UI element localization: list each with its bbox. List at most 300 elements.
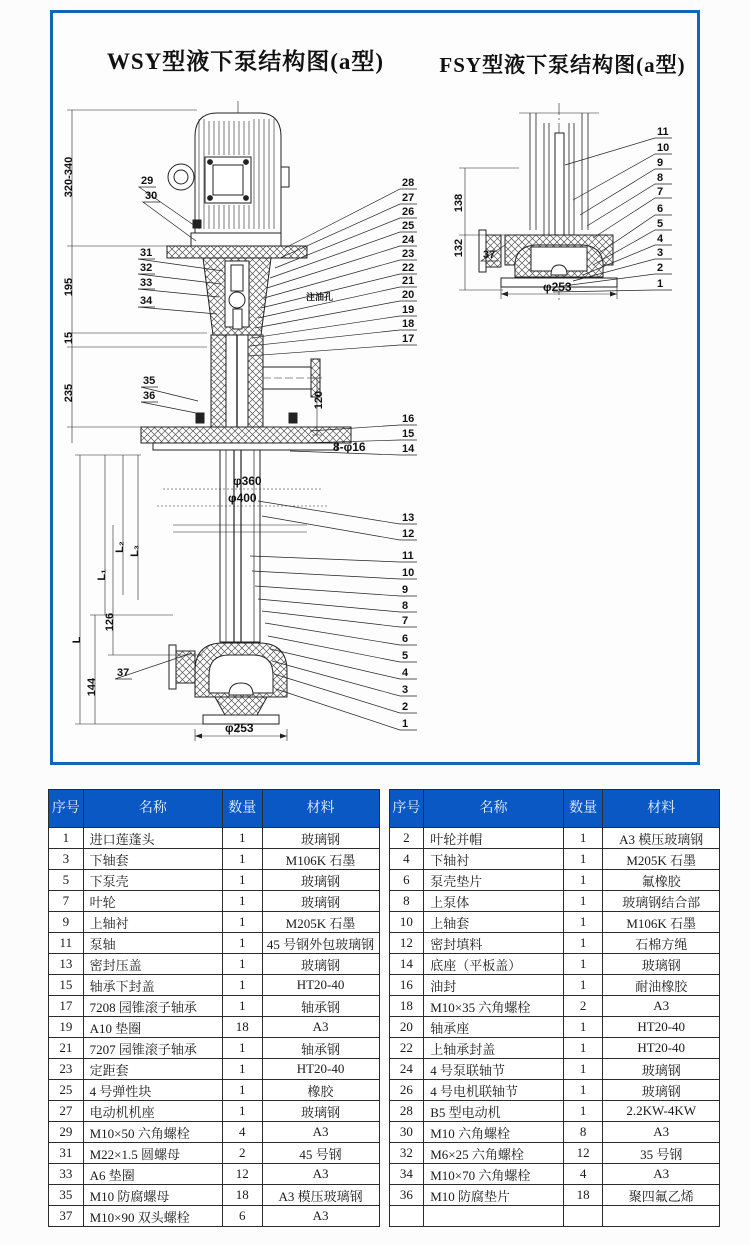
table-row (49, 1017, 380, 1038)
table-cell: 2 (389, 828, 424, 849)
callout-number: 5 (657, 218, 664, 230)
table-cell: 17 (49, 996, 84, 1017)
table-cell: 36 (389, 1185, 424, 1206)
table-cell: A3 模压玻璃钢 (603, 828, 720, 849)
callout-number: 3 (402, 684, 409, 696)
table-row (49, 870, 380, 891)
callout-leader (258, 599, 417, 612)
callout-number: 37 (117, 667, 130, 679)
motor-base (191, 233, 281, 246)
table-cell: M10 防腐螺母 (83, 1185, 222, 1206)
table-cell: 玻璃钢 (262, 828, 379, 849)
table-row (49, 1122, 380, 1143)
parts-table-right (389, 789, 721, 1227)
table-row (49, 1101, 380, 1122)
col-header-material: 材料 (603, 790, 720, 828)
table-cell: 玻璃钢 (603, 1080, 720, 1101)
table-cell: 1 (223, 870, 263, 891)
suction-bell (215, 697, 267, 715)
table-cell: 橡胶 (262, 1080, 379, 1101)
callout-number: 35 (143, 375, 156, 387)
annotation-label: φ360 (233, 474, 262, 488)
table-cell: 1 (563, 849, 603, 870)
dimension-label: 138 (453, 193, 465, 213)
callout-number: 6 (402, 633, 409, 645)
callout-number: 18 (402, 318, 415, 330)
table-row (389, 849, 720, 870)
table-cell: 电动机机座 (83, 1101, 222, 1122)
table-cell: 玻璃钢 (603, 954, 720, 975)
table-cell: 18 (389, 996, 424, 1017)
dimension-label: 126 (104, 612, 116, 632)
annotation-label: φ253 (543, 280, 572, 294)
callout-number: 34 (140, 295, 153, 307)
table-cell: 1 (223, 891, 263, 912)
table-cell: 石棉方绳 (603, 933, 720, 954)
table-cell: HT20-40 (262, 975, 379, 996)
table-row (389, 1206, 720, 1227)
col-header-material: 材料 (262, 790, 379, 828)
table-row (49, 849, 380, 870)
table-cell: A3 (262, 1164, 379, 1185)
callout-leader (262, 516, 417, 540)
table-header-row (49, 790, 380, 828)
table-cell: 1 (563, 912, 603, 933)
callout-number: 16 (402, 413, 415, 425)
callout-number: 4 (402, 667, 409, 679)
table-row (389, 828, 720, 849)
callout-number: 11 (657, 126, 669, 138)
table-row (389, 933, 720, 954)
callout-number: 4 (657, 233, 664, 245)
table-cell: 1 (563, 828, 603, 849)
table-cell: 45 号钢 (262, 1143, 379, 1164)
table-row (389, 975, 720, 996)
table-cell (389, 1206, 424, 1227)
callout-number: 13 (402, 512, 415, 524)
table-cell: 7208 园锥滚子轴承 (83, 996, 222, 1017)
dimension-label: 320-340 (63, 156, 75, 198)
table-cell (563, 1206, 603, 1227)
table-cell: 18 (563, 1185, 603, 1206)
table-cell: A3 模压玻璃钢 (262, 1185, 379, 1206)
table-cell: 4 (223, 1122, 263, 1143)
dimension-label: 15 (63, 331, 75, 345)
table-cell: 29 (49, 1122, 84, 1143)
table-cell: 8 (563, 1122, 603, 1143)
table-cell: HT20-40 (603, 1038, 720, 1059)
annotation-label: 注油孔 (306, 292, 334, 302)
callout-number: 2 (657, 262, 664, 274)
annotation-label: φ400 (228, 491, 257, 505)
table-cell: 21 (49, 1038, 84, 1059)
table-row (49, 1038, 380, 1059)
table-cell: 3 (49, 849, 84, 870)
fsy-column-pipes (519, 113, 599, 255)
callout-number: 14 (402, 443, 415, 455)
table-cell: 7 (49, 891, 84, 912)
col-header-qty: 数量 (563, 790, 603, 828)
callout-number: 10 (657, 142, 670, 154)
callout-number: 7 (657, 186, 664, 198)
upper-column (211, 335, 263, 427)
table-cell (424, 1206, 564, 1227)
table-cell: M205K 石墨 (603, 849, 720, 870)
callout-number: 31 (140, 247, 153, 259)
callout-number: 6 (657, 203, 664, 215)
table-row (389, 954, 720, 975)
table-cell: 上轴衬 (83, 912, 222, 933)
callout-leader (255, 586, 417, 596)
callout-number: 27 (402, 192, 415, 204)
annotation-label: φ253 (225, 721, 254, 735)
table-cell: 20 (389, 1017, 424, 1038)
table-cell: 6 (223, 1206, 263, 1227)
callout-number: 12 (402, 528, 415, 540)
callout-number: 2 (402, 701, 409, 713)
table-cell: A3 (603, 1164, 720, 1185)
callout-number: 3 (657, 247, 664, 259)
table-cell: 下轴衬 (424, 849, 564, 870)
table-cell: 1 (563, 954, 603, 975)
table-cell: M106K 石墨 (603, 912, 720, 933)
table-cell: 玻璃钢 (603, 1059, 720, 1080)
callout-number: 15 (402, 428, 415, 440)
table-cell: M10 六角螺栓 (424, 1122, 564, 1143)
dimension-label: L₃ (129, 545, 141, 557)
table-cell: 8 (389, 891, 424, 912)
table-cell: 1 (223, 1038, 263, 1059)
table-cell: 玻璃钢结合部 (603, 891, 720, 912)
callout-number: 21 (402, 275, 415, 287)
table-cell: 4 (563, 1164, 603, 1185)
table-cell: 18 (223, 1017, 263, 1038)
table-row (389, 996, 720, 1017)
dimension-label: 235 (63, 383, 75, 403)
dimension-label: 132 (453, 238, 465, 258)
callout-number: 11 (402, 550, 414, 562)
table-cell: M10×50 六角螺栓 (83, 1122, 222, 1143)
wsy-diagram-title: WSY型液下泵结构图(a型) (106, 49, 385, 74)
table-cell: 泵壳垫片 (424, 870, 564, 891)
table-cell: 19 (49, 1017, 84, 1038)
parts-table-left (48, 789, 380, 1227)
callout-leader (268, 636, 417, 662)
table-cell: 2 (563, 996, 603, 1017)
table-cell: 密封填料 (424, 933, 564, 954)
table-cell: M106K 石墨 (262, 849, 379, 870)
table-row (49, 828, 380, 849)
table-cell: 24 (389, 1059, 424, 1080)
table-cell: 上轴承封盖 (424, 1038, 564, 1059)
table-cell: 15 (49, 975, 84, 996)
table-cell: A3 (262, 1122, 379, 1143)
dimension-label: 120 (313, 390, 325, 410)
table-row (389, 1122, 720, 1143)
callout-number: 29 (141, 175, 154, 187)
table-cell: 25 (49, 1080, 84, 1101)
table-cell: 轴承钢 (262, 996, 379, 1017)
fsy-pump-body (479, 230, 617, 287)
table-cell: 16 (389, 975, 424, 996)
table-cell: 1 (563, 870, 603, 891)
callout-number: 1 (657, 278, 664, 290)
table-cell: 1 (563, 1080, 603, 1101)
table-cell: 1 (223, 849, 263, 870)
table-cell: 1 (563, 933, 603, 954)
callout-leader (264, 260, 417, 298)
table-cell: 1 (223, 975, 263, 996)
callout-leader (252, 316, 417, 338)
col-header-qty: 数量 (223, 790, 263, 828)
table-cell: M205K 石墨 (262, 912, 379, 933)
table-cell: 油封 (424, 975, 564, 996)
callout-leader (274, 674, 417, 713)
table-cell: 泵轴 (83, 933, 222, 954)
table-cell: 1 (49, 828, 84, 849)
table-row (49, 1080, 380, 1101)
table-cell: 耐油橡胶 (603, 975, 720, 996)
table-cell: HT20-40 (603, 1017, 720, 1038)
table-cell: HT20-40 (262, 1059, 379, 1080)
table-cell: 26 (389, 1080, 424, 1101)
callout-number: 10 (402, 567, 415, 579)
table-cell: M10×35 六角螺栓 (424, 996, 564, 1017)
table-cell: 34 (389, 1164, 424, 1185)
table-row (49, 1206, 380, 1227)
table-row (389, 1059, 720, 1080)
table-cell: 32 (389, 1143, 424, 1164)
callout-leader (565, 138, 672, 165)
table-cell: 1 (223, 828, 263, 849)
table-cell: 1 (563, 1101, 603, 1122)
col-header-num: 序号 (389, 790, 424, 828)
table-cell: 下泵壳 (83, 870, 222, 891)
wsy-drawing (67, 101, 351, 741)
table-cell: 叶轮并帽 (424, 828, 564, 849)
table-cell: 1 (563, 1017, 603, 1038)
table-cell: 13 (49, 954, 84, 975)
table-cell: 1 (563, 891, 603, 912)
table-cell: 1 (563, 1038, 603, 1059)
dimension-label: L₂ (114, 541, 126, 553)
table-cell: A3 (603, 996, 720, 1017)
table-cell: 玻璃钢 (262, 870, 379, 891)
table-cell: 定距套 (83, 1059, 222, 1080)
table-cell: 4 号弹性块 (83, 1080, 222, 1101)
motor (168, 113, 289, 233)
callout-number: 17 (402, 333, 415, 345)
table-cell: 14 (389, 954, 424, 975)
callout-number: 20 (402, 289, 415, 301)
callout-number: 36 (143, 390, 156, 402)
table-row (389, 1164, 720, 1185)
table-row (49, 975, 380, 996)
callout-leader (285, 189, 417, 248)
callout-leader (255, 301, 417, 328)
table-cell: 上轴套 (424, 912, 564, 933)
table-cell: 密封压盖 (83, 954, 222, 975)
pump-cross-section-drawing (53, 95, 697, 760)
table-cell: 聚四氟乙烯 (603, 1185, 720, 1206)
table-cell: 33 (49, 1164, 84, 1185)
table-cell: 31 (49, 1143, 84, 1164)
table-cell: 9 (49, 912, 84, 933)
table-cell: 1 (223, 954, 263, 975)
callout-number: 8 (402, 600, 409, 612)
table-cell: 1 (223, 996, 263, 1017)
table-row (389, 1185, 720, 1206)
table-row (389, 1101, 720, 1122)
table-row (49, 891, 380, 912)
callout-number: 33 (140, 277, 153, 289)
callout-leader (261, 274, 417, 308)
table-cell: A3 (262, 1206, 379, 1227)
table-row (389, 891, 720, 912)
parts-tables (48, 789, 720, 1227)
table-cell: 玻璃钢 (262, 954, 379, 975)
table-cell: A6 垫圈 (83, 1164, 222, 1185)
table-cell (603, 1206, 720, 1227)
col-header-name: 名称 (424, 790, 564, 828)
callout-number: 30 (145, 190, 158, 202)
callout-number: 1 (402, 718, 409, 730)
table-cell: 叶轮 (83, 891, 222, 912)
callout-number: 23 (402, 248, 415, 260)
table-row (49, 996, 380, 1017)
table-cell: 2.2KW-4KW (603, 1101, 720, 1122)
table-row (389, 1143, 720, 1164)
table-cell: 27 (49, 1101, 84, 1122)
table-cell: 4 (389, 849, 424, 870)
table-cell: 6 (389, 870, 424, 891)
table-cell: B5 型电动机 (424, 1101, 564, 1122)
table-cell: M10 防腐垫片 (424, 1185, 564, 1206)
table-cell: 轴承座 (424, 1017, 564, 1038)
dimension-label: L₁ (96, 569, 108, 581)
table-cell: M10×90 双头螺栓 (83, 1206, 222, 1227)
table-cell: 4 号电机联轴节 (424, 1080, 564, 1101)
table-row (389, 1080, 720, 1101)
callout-leader (248, 345, 417, 356)
callout-number: 9 (402, 584, 409, 596)
callout-number: 28 (402, 177, 415, 189)
annotation-label: 8-φ16 (333, 440, 366, 454)
callout-number: 25 (402, 220, 415, 232)
table-cell: M22×1.5 圆螺母 (83, 1143, 222, 1164)
callout-number: 19 (402, 304, 415, 316)
table-row (49, 912, 380, 933)
callout-leader (258, 501, 417, 524)
table-cell: 1 (223, 912, 263, 933)
table-cell: 1 (563, 975, 603, 996)
table-cell: 7207 园锥滚子轴承 (83, 1038, 222, 1059)
dimension-label: 195 (63, 277, 75, 297)
table-cell: 35 (49, 1185, 84, 1206)
table-cell: 12 (223, 1164, 263, 1185)
table-cell: 轴承钢 (262, 1038, 379, 1059)
callout-number: 22 (402, 262, 415, 274)
discharge-flange (263, 359, 320, 397)
table-row (49, 954, 380, 975)
callout-number: 32 (140, 262, 153, 274)
figure-box (50, 10, 700, 765)
callout-leader (250, 330, 417, 346)
table-cell: A3 (262, 1017, 379, 1038)
table-cell: 4 号泵联轴节 (424, 1059, 564, 1080)
table-cell: 进口莲蓬头 (83, 828, 222, 849)
callout-number: 5 (402, 650, 409, 662)
fsy-diagram-title: FSY型液下泵结构图(a型) (439, 53, 686, 77)
table-cell: A10 垫圈 (83, 1017, 222, 1038)
callout-number: 8 (657, 172, 664, 184)
table-cell: 底座（平板盖） (424, 954, 564, 975)
callout-leader (138, 307, 217, 314)
table-header-row (389, 790, 720, 828)
table-row (389, 912, 720, 933)
table-cell: 23 (49, 1059, 84, 1080)
table-cell: 12 (389, 933, 424, 954)
table-cell: 轴承下封盖 (83, 975, 222, 996)
callout-number: 26 (402, 206, 415, 218)
callout-leader (270, 649, 417, 679)
fsy-drawing (459, 103, 617, 303)
table-row (49, 1143, 380, 1164)
table-cell: 11 (49, 933, 84, 954)
table-cell: 下轴套 (83, 849, 222, 870)
table-row (389, 870, 720, 891)
side-inlet (175, 651, 195, 683)
table-row (49, 1164, 380, 1185)
table-cell: 30 (389, 1122, 424, 1143)
callout-number: 24 (402, 234, 415, 246)
callout-leader (141, 402, 196, 413)
table-cell: M6×25 六角螺栓 (424, 1143, 564, 1164)
callout-leader (275, 218, 417, 268)
table-cell: M10×70 六角螺栓 (424, 1164, 564, 1185)
callout-leader (250, 556, 417, 562)
table-cell: 1 (223, 1059, 263, 1080)
callout-leader (252, 571, 417, 579)
table-cell: 玻璃钢 (262, 1101, 379, 1122)
table-cell: 1 (223, 933, 263, 954)
dimension-label: 144 (86, 677, 98, 697)
table-cell: 5 (49, 870, 84, 891)
table-cell: 1 (563, 1059, 603, 1080)
table-cell: 45 号钢外包玻璃钢 (262, 933, 379, 954)
table-cell: 18 (223, 1185, 263, 1206)
table-cell: 12 (563, 1143, 603, 1164)
table-cell: 28 (389, 1101, 424, 1122)
table-cell: 37 (49, 1206, 84, 1227)
table-cell: 上泵体 (424, 891, 564, 912)
table-cell: 35 号钢 (603, 1143, 720, 1164)
table-row (49, 1059, 380, 1080)
col-header-name: 名称 (83, 790, 222, 828)
table-cell: 氟橡胶 (603, 870, 720, 891)
table-cell: 10 (389, 912, 424, 933)
table-cell: 22 (389, 1038, 424, 1059)
table-row (389, 1038, 720, 1059)
table-row (389, 1017, 720, 1038)
callout-number: 7 (402, 615, 409, 627)
table-cell: A3 (603, 1122, 720, 1143)
table-row (49, 933, 380, 954)
table-cell: 1 (223, 1101, 263, 1122)
callout-number: 9 (657, 157, 664, 169)
table-cell: 1 (223, 1080, 263, 1101)
dimension-label: L (71, 636, 83, 644)
